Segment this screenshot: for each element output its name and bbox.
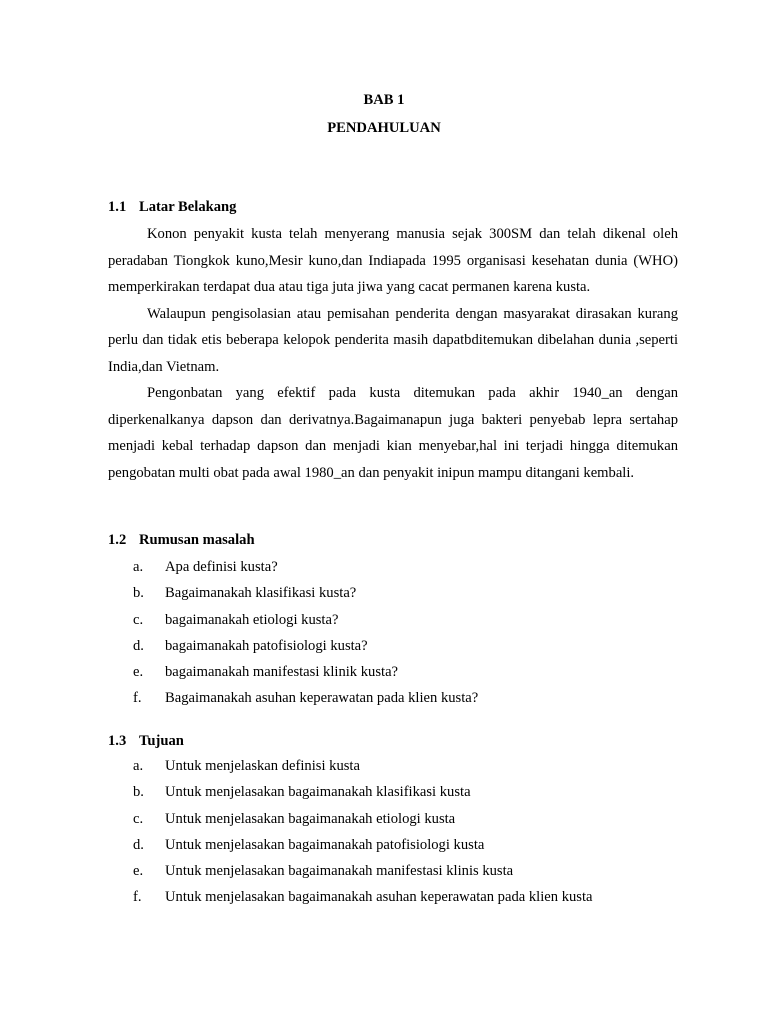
list-item-text: bagaimanakah etiologi kusta? bbox=[165, 611, 339, 628]
list-item bbox=[108, 779, 678, 805]
list-item-text: Untuk menjelasakan bagaimanakah manifestasi klinis kusta bbox=[165, 863, 514, 880]
list-item-text: bagaimanakah manifestasi klinik kusta? bbox=[165, 664, 399, 681]
list-item bbox=[108, 884, 678, 910]
paragraph: Konon penyakit kusta telah menyerang manusia sejak 300SM dan telah dikenal oleh peradaban Tiongkok kuno,Mesir kuno,dan Indiapada 1995 organisasi kesehatan dunia (WHO) memperkirakan terdapat dua atau tiga juta jiwa yang cacat permanen karena kusta. bbox=[108, 226, 678, 295]
list-marker: e. bbox=[133, 863, 144, 880]
section-title: Latar Belakang bbox=[139, 199, 237, 215]
section-heading bbox=[108, 197, 678, 217]
list-marker: b. bbox=[133, 784, 144, 801]
list-item bbox=[108, 580, 678, 606]
list-marker: f. bbox=[133, 690, 142, 707]
list-item-text: Untuk menjelaskan definisi kusta bbox=[165, 758, 360, 774]
objective-list bbox=[108, 753, 678, 911]
list-item-text: Untuk menjelasakan bagaimanakah asuhan keperawatan pada klien kusta bbox=[165, 889, 593, 906]
list-item bbox=[108, 659, 678, 685]
list-item-text: Bagaimanakah klasifikasi kusta? bbox=[165, 585, 357, 602]
list-item-text: Untuk menjelasakan bagaimanakah klasifikasi kusta bbox=[165, 784, 471, 801]
question-list bbox=[108, 554, 678, 712]
list-marker: e. bbox=[133, 664, 144, 681]
list-item bbox=[108, 806, 678, 832]
list-marker: b. bbox=[133, 585, 144, 602]
section-latar-belakang bbox=[108, 197, 678, 486]
section-title: Tujuan bbox=[139, 733, 184, 749]
list-item-text: Apa definisi kusta? bbox=[165, 559, 278, 575]
section-number: 1.1 bbox=[108, 199, 127, 215]
list-item-text: Untuk menjelasakan bagaimanakah patofisiologi kusta bbox=[165, 836, 485, 853]
list-marker: c. bbox=[133, 611, 144, 628]
paragraph: Pengonbatan yang efektif pada kusta ditemukan pada akhir 1940_an dengan diperkenalkanya dapson dan derivatnya.Bagaimanapun juga bakteri penyebab lepra sertahap menjadi kebal terhadap dapson dan menjadi kian menyebar,hal ini terjadi hingga ditemukan pengobatan multi obat pada awal 1980_an dan penyakit inipun mampu ditangani kembali. bbox=[108, 385, 678, 481]
section-heading bbox=[108, 530, 678, 550]
list-item-text: bagaimanakah patofisiologi kusta? bbox=[165, 637, 368, 654]
section-number: 1.3 bbox=[108, 733, 127, 749]
list-item-text: Untuk menjelasakan bagaimanakah etiologi kusta bbox=[165, 810, 456, 827]
section-rumusan-masalah bbox=[108, 530, 678, 712]
chapter-title: BAB 1 bbox=[363, 92, 405, 108]
list-item-text: Bagaimanakah asuhan keperawatan pada klien kusta? bbox=[165, 690, 479, 707]
list-marker: a. bbox=[133, 758, 144, 774]
list-marker: f. bbox=[133, 889, 142, 906]
list-marker: d. bbox=[133, 836, 144, 853]
section-tujuan bbox=[108, 731, 678, 911]
list-item bbox=[108, 554, 678, 580]
section-heading bbox=[108, 731, 678, 751]
section-title: Rumusan masalah bbox=[139, 532, 255, 548]
chapter-subtitle: PENDAHULUAN bbox=[327, 120, 441, 136]
list-item bbox=[108, 832, 678, 858]
list-item bbox=[108, 858, 678, 884]
list-item bbox=[108, 633, 678, 659]
list-item bbox=[108, 753, 678, 779]
paragraph: Walaupun pengisolasian atau pemisahan penderita dengan masyarakat dirasakan kurang perlu dan tidak etis beberapa kelopok penderita masih dapatbditemukan dibelahan dunia ,seperti India,dan Vietnam. bbox=[108, 305, 678, 375]
list-marker: a. bbox=[133, 559, 144, 575]
section-number: 1.2 bbox=[108, 532, 127, 548]
list-item bbox=[108, 607, 678, 633]
list-marker: c. bbox=[133, 810, 144, 827]
list-item bbox=[108, 685, 678, 711]
list-marker: d. bbox=[133, 637, 144, 654]
